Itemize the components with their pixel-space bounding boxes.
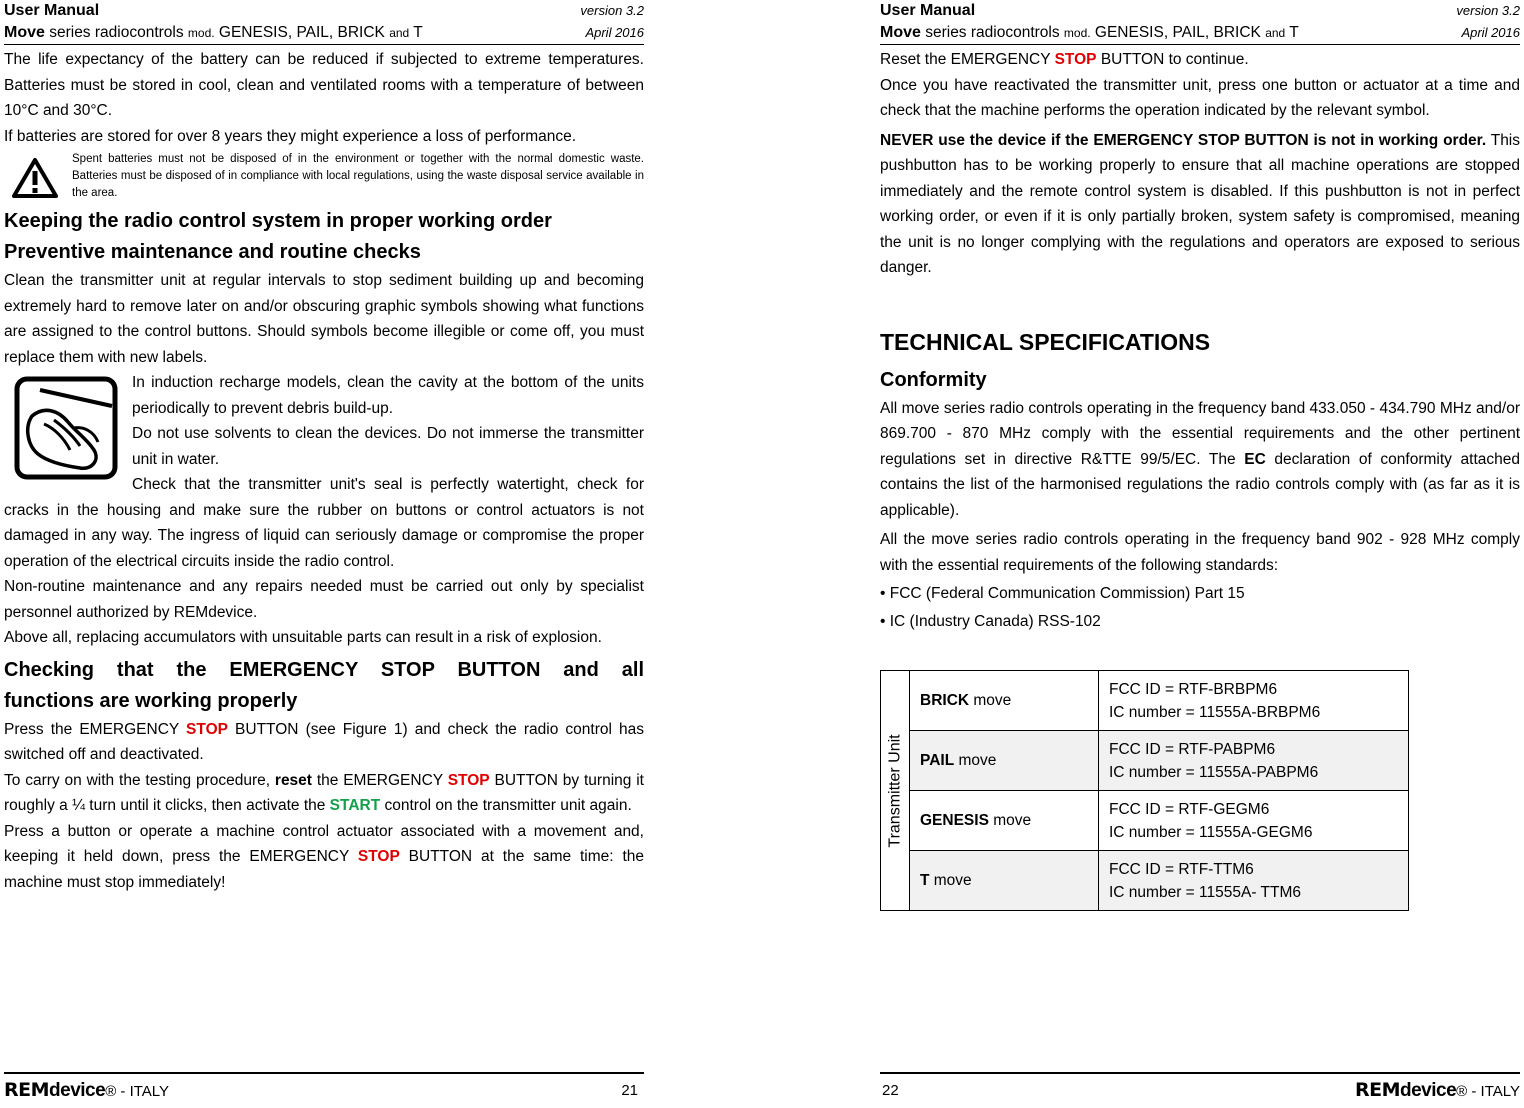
warning-icon <box>12 157 58 199</box>
paragraph: Do not use solvents to clean the devices. Do not immerse the transmitter unit in water. <box>132 425 644 468</box>
id-cell: FCC ID = RTF-GEGM6 IC number = 11555A-GEGM6 <box>1099 791 1409 851</box>
paragraph: Once you have reactivated the transmitter unit, press one button or actuator at a time and check that the machine performs the operation indicated by the relevant symbol. <box>880 76 1520 119</box>
paragraph: Check that the transmitter unit's seal is perfectly watertight, check for cracks in the housing and make sure the rubber on buttons or control actuators is not damaged in any way. The ingress of liquid can seriously damage or compromise the proper operation of the electrical circuits inside the radio control. <box>4 476 644 570</box>
id-cell: FCC ID = RTF-PABPM6 IC number = 11555A-PABPM6 <box>1099 731 1409 791</box>
brand-logo: REMdevice® - ITALY <box>1354 1078 1520 1101</box>
section-heading: Preventive maintenance and routine checks <box>4 241 421 263</box>
table-row <box>881 851 1409 911</box>
paragraph: NEVER use the device if the EMERGENCY STOP BUTTON is not in working order. This pushbutton has to be working properly to ensure that all machine operations are stopped immediately and the remote control system is disabled. If this pushbutton is not in perfect working order, or even if it is only partially broken, system safety is compromised, meaning the unit is no longer complying with the regulations and operators are exposed to serious danger. <box>880 131 1521 276</box>
side-label-cell <box>881 671 910 911</box>
date-label: April 2016 <box>1461 25 1520 40</box>
paragraph: Clean the transmitter unit at regular intervals to stop sediment building up and becoming extremely hard to remove later on and/or obscuring graphic symbols showing what functions are assigned to the control buttons. Should symbols become illegible or come off, you must replace them with new labels. <box>4 272 644 366</box>
paragraph: All the move series radio controls operating in the frequency band 902 - 928 MHz comply with the essential requirements of the following standards: <box>880 531 1520 574</box>
brand-logo: REMdevice® - ITALY <box>4 1078 170 1101</box>
paragraph: Above all, replacing accumulators with unsuitable parts can result in a risk of explosion. <box>4 629 602 646</box>
table-row <box>881 791 1409 851</box>
cleaning-cloth-icon <box>14 376 118 480</box>
table-row <box>881 731 1409 791</box>
section-heading: Conformity <box>880 368 987 391</box>
model-cell: T move <box>910 851 1099 911</box>
paragraph: Press the EMERGENCY STOP BUTTON (see Figure 1) and check the radio control has switched off and deactivated. <box>4 720 644 763</box>
paragraph: Non-routine maintenance and any repairs needed must be carried out only by specialist personnel authorized by REMdevice. <box>4 578 644 621</box>
section-title: TECHNICAL SPECIFICATIONS <box>880 328 1211 355</box>
model-cell: GENESIS move <box>910 791 1099 851</box>
paragraph: Press a button or operate a machine control actuator associated with a movement and, keeping it held down, press the EMERGENCY STOP BUTTON at the same time: the machine must stop immediately! <box>4 822 644 891</box>
standards-list <box>880 580 1520 636</box>
list-item: • IC (Industry Canada) RSS-102 <box>880 613 1101 630</box>
paragraph: The life expectancy of the battery can be reduced if subjected to extreme temperatures. Batteries must be stored in cool, clean and ventilated rooms with a temperature of between 10°C and 30°C. <box>4 51 644 119</box>
paragraph: All move series radio controls operating in the frequency band 433.050 - 434.790 MHz and/or 869.700 - 870 MHz comply with the essential requirements and the other pertinent regulations set in directive R&TTE 99/5/EC. The EC declaration of conformity attached contains the list of the harmonised regulations the radio controls comply with (as far as it is applicable). <box>880 399 1521 519</box>
left-page <box>4 0 644 1106</box>
table-row <box>881 671 1409 731</box>
manual-title: User Manual <box>4 2 100 19</box>
id-cell: FCC ID = RTF-BRBPM6 IC number = 11555A-BRBPM6 <box>1099 671 1409 731</box>
id-cell: FCC ID = RTF-TTM6 IC number = 11555A- TTM6 <box>1099 851 1409 911</box>
paragraph: In induction recharge models, clean the cavity at the bottom of the units periodically to prevent debris build-up. <box>132 374 644 417</box>
start-text: START <box>329 797 381 814</box>
version-label: version 3.2 <box>1456 3 1520 18</box>
page-number: 22 <box>882 1082 899 1100</box>
model-cell: BRICK move <box>910 671 1099 731</box>
section-heading: Checking that the EMERGENCY STOP BUTTON and all <box>4 658 644 681</box>
series-line: Move series radiocontrols mod. GENESIS, PAIL, BRICK and T <box>880 24 1299 41</box>
paragraph: If batteries are stored for over 8 years they might experience a loss of performance. <box>4 127 577 145</box>
right-page <box>880 0 1520 1106</box>
section-heading: Keeping the radio control system in proper working order <box>4 210 552 232</box>
page-footer <box>880 1072 1520 1108</box>
series-line: Move series radiocontrols mod. GENESIS, PAIL, BRICK and T <box>4 24 423 41</box>
manual-title: User Manual <box>880 2 976 19</box>
page-footer <box>4 1072 644 1108</box>
side-label: Transmitter Unit <box>886 733 904 848</box>
warning-text: Spent batteries must not be disposed of in the environment or together with the normal domestic waste. Batteries must be disposed of in compliance with local regulations, using the waste disposal service available in the area. <box>72 153 644 199</box>
page-number: 21 <box>621 1082 638 1100</box>
paragraph: Reset the EMERGENCY STOP BUTTON to continue. <box>880 51 1249 68</box>
page-header <box>4 0 644 45</box>
page-header <box>880 0 1520 45</box>
cleaning-block <box>4 370 644 574</box>
battery-warning <box>4 151 644 202</box>
model-cell: PAIL move <box>910 731 1099 791</box>
paragraph: To carry on with the testing procedure, reset the EMERGENCY STOP BUTTON by turning it roughly a ¼ turn until it clicks, then activate the START control on the transmitter unit again. <box>4 771 644 814</box>
date-label: April 2016 <box>585 25 644 40</box>
stop-text: STOP <box>447 771 490 789</box>
list-item: • FCC (Federal Communication Commission) Part 15 <box>880 585 1245 602</box>
stop-text: STOP <box>186 720 228 738</box>
fcc-id-table <box>880 670 1409 911</box>
version-label: version 3.2 <box>580 3 644 18</box>
section-heading: functions are working properly <box>4 689 298 712</box>
stop-text: STOP <box>357 848 400 865</box>
stop-text: STOP <box>1054 51 1097 68</box>
